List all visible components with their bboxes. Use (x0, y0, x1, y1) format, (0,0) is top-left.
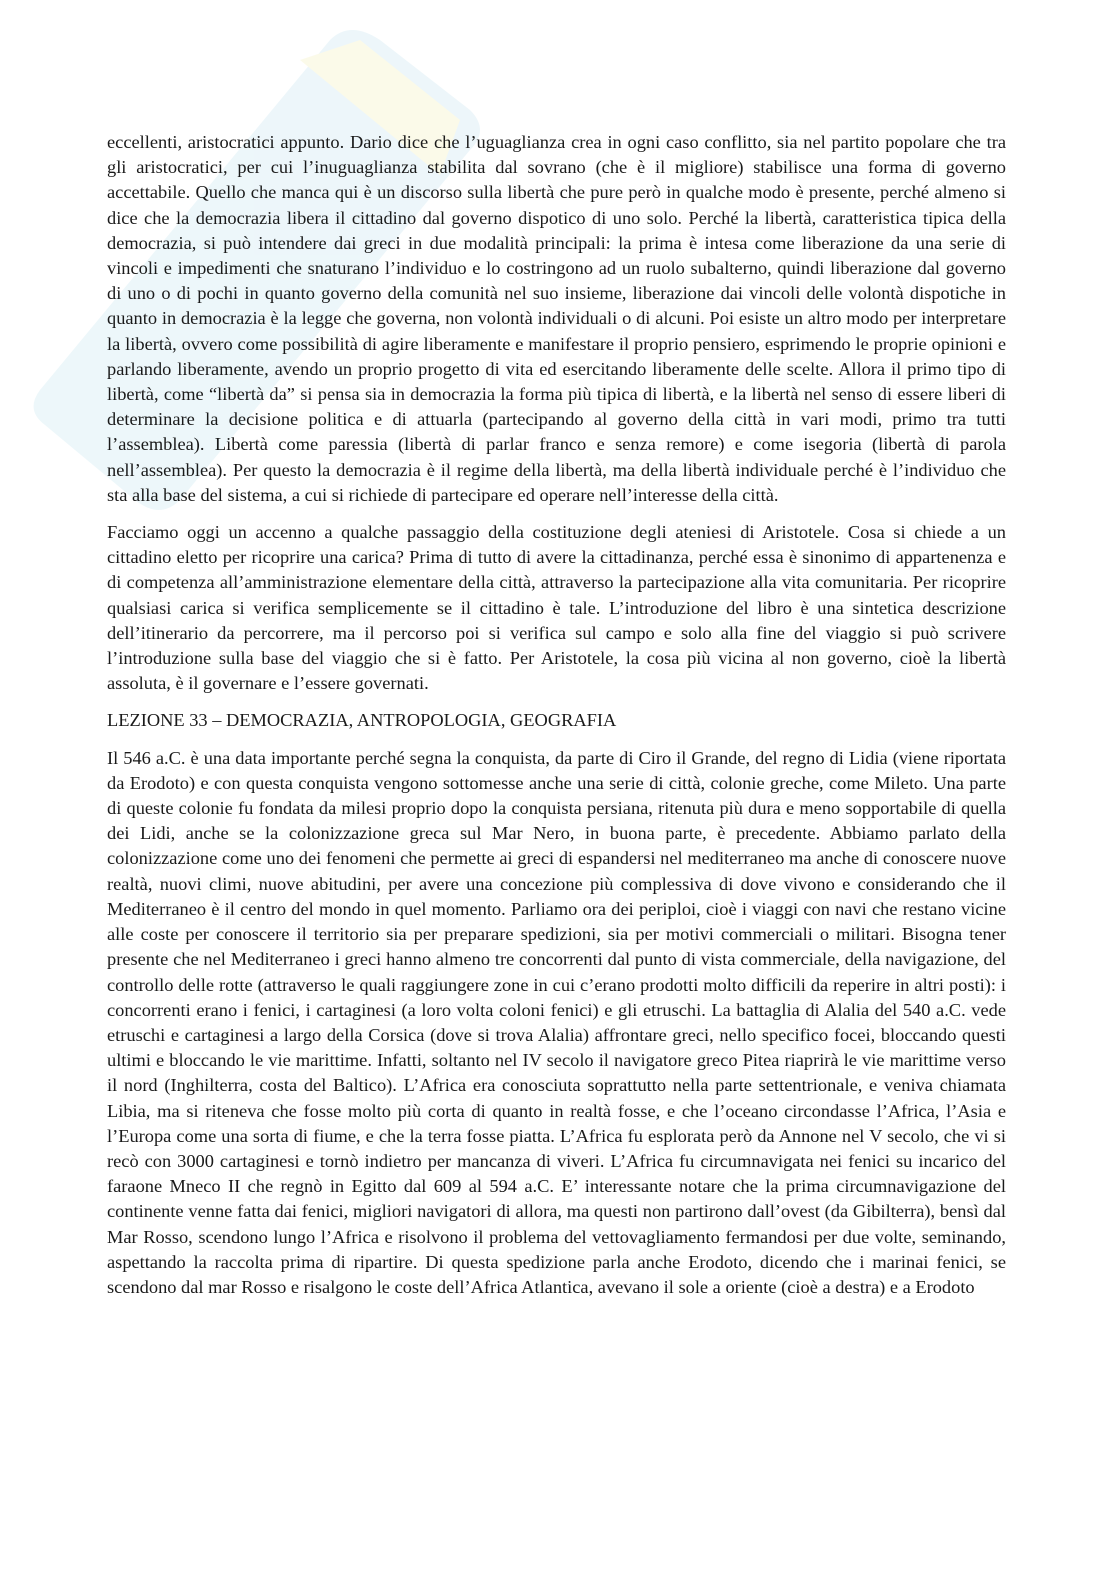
document-page (107, 130, 1006, 1312)
lesson-heading: LEZIONE 33 – DEMOCRAZIA, ANTROPOLOGIA, GEOGRAFIA (107, 710, 617, 731)
paragraph-geografia: Il 546 a.C. è una data importante perché segna la conquista, da parte di Ciro il Grande, del regno di Lidia (viene riportata da Erodoto) e con questa conquista vengono sottomesse anche una serie di città, colonie greche, come Mileto. Una parte di queste colonie fu fondata da milesi proprio dopo la conquista persiana, ritenuta più dura e meno sopportabile di quella dei Lidi, anche se la colonizzazione greca sul Mar Nero, in buona parte, è precedente. Abbiamo parlato della colonizzazione come uno dei fenomeni che permette ai greci di espandersi nel mediterraneo ma anche di conoscere nuove realtà, nuovi climi, nuove abitudini, per avere una concezione più complessiva di dove vivono e considerando che il Mediterraneo è il centro del mondo in quel momento. Parliamo ora dei periploi, cioè i viaggi con navi che restano vicine alle coste per conoscere il territorio sia per preparare spedizioni, sia per motivi commerciali o militari. Bisogna tener presente che nel Mediterraneo i greci hanno almeno tre concorrenti dal punto di vista commerciale, della navigazione, del controllo delle rotte (attraverso le quali raggiungere zone in cui c’erano prodotti molto difficili da reperire in altri posti): i concorrenti erano i fenici, i cartaginesi (a loro volta coloni fenici) e gli etruschi. La battaglia di Alalia del 540 a.C. vede etruschi e cartaginesi a largo della Corsica (dove si trova Alalia) affrontare greci, nello specifico focei, bloccando questi ultimi e bloccando le vie marittime. Infatti, soltanto nel IV secolo il navigatore greco Pitea riaprirà le vie marittime verso il nord (Inghilterra, costa del Baltico). L’Africa era conosciuta soprattutto nella parte settentrionale, e veniva chiamata Libia, ma si riteneva che fosse molto più corta di quanto in realtà fosse, e che l’oceano circondasse l’Africa, l’Asia e l’Europa come una sorta di fiume, e che la terra fosse piatta. L’Africa fu esplorata però da Annone nel V secolo, che vi si recò con 3000 cartaginesi e tornò indietro per mancanza di viveri. L’Africa fu circumnavigata nei fenici su incarico del faraone Mneco II che regnò in Egitto dal 609 al 594 a.C. E’ interessante notare che la prima circumnavigazione del continente venne fatta dai fenici, migliori navigatori di allora, ma questi non partirono dall’ovest (da Gibilterra), bensì dal Mar Rosso, scendono lungo l’Africa e risolvono il problema del vettovagliamento fermandosi per due volte, seminando, aspettando la raccolta prima di ripartire. Di questa spedizione parla anche Erodoto, dicendo che i marinai fenici, se scendono dal mar Rosso e risalgono le coste dell’Africa Atlantica, avevano il sole a oriente (cioè a destra) e a Erodoto (107, 747, 1006, 1297)
paragraph-liberta: eccellenti, aristocratici appunto. Dario dice che l’uguaglianza crea in ogni caso conflitto, sia nel partito popolare che tra gli aristocratici, per cui l’inuguaglianza stabilita dal sovrano (che è il migliore) stabilisce una forma di governo accettabile. Quello che manca qui è un discorso sulla libertà che pure però in qualche modo è presente, perché almeno si dice che la democrazia libera il cittadino dal governo dispotico di uno solo. Perché la libertà, caratteristica tipica della democrazia, si può intendere dai greci in due modalità principali: la prima è intesa come liberazione da una serie di vincoli e impedimenti che snaturano l’individuo e lo costringono ad un ruolo subalterno, quindi liberazione dal governo di uno o di pochi in quanto governo della comunità nel suo insieme, liberazione dai vincoli delle volontà dispotiche in quanto in democrazia è la legge che governa, non volontà individuali o di alcuni. Poi esiste un altro modo per interpretare la libertà, ovvero come possibilità di agire liberamente e manifestare il proprio pensiero, esprimendo le proprie opinioni e parlando liberamente, avendo un proprio progetto di vita ed esercitando liberamente delle scelte. Allora il primo tipo di libertà, come “libertà da” si pensa sia in democrazia la forma più tipica di libertà, e la libertà nel senso di essere liberi di determinare la decisione politica e di attuarla (partecipando al governo della città in vari modi, primo tra tutti l’assemblea). Libertà come paressia (libertà di parlar franco e senza remore) e come isegoria (libertà di parola nell’assemblea). Per questo la democrazia è il regime della libertà, ma della libertà individuale perché è l’individuo che sta alla base del sistema, a cui si richiede di partecipare ed operare nell’interesse della città. (107, 132, 1006, 505)
paragraph-aristotele: Facciamo oggi un accenno a qualche passaggio della costituzione degli ateniesi di Aristotele. Cosa si chiede a un cittadino eletto per ricoprire una carica? Prima di tutto di avere la cittadinanza, perché essa è sinonimo di appartenenza e di competenza all’amministrazione elementare della città, attraverso la partecipazione alla vita comunitaria. Per ricoprire qualsiasi carica si verifica semplicemente se il cittadino è tale. L’introduzione del libro è una sintetica descrizione dell’itinerario da percorrere, ma il percorso poi si verifica sul campo e solo alla fine del viaggio si può scrivere l’introduzione sulla base del viaggio che si è fatto. Per Aristotele, la cosa più vicina al non governo, cioè la libertà assoluta, è il governare e l’essere governati. (107, 522, 1006, 694)
